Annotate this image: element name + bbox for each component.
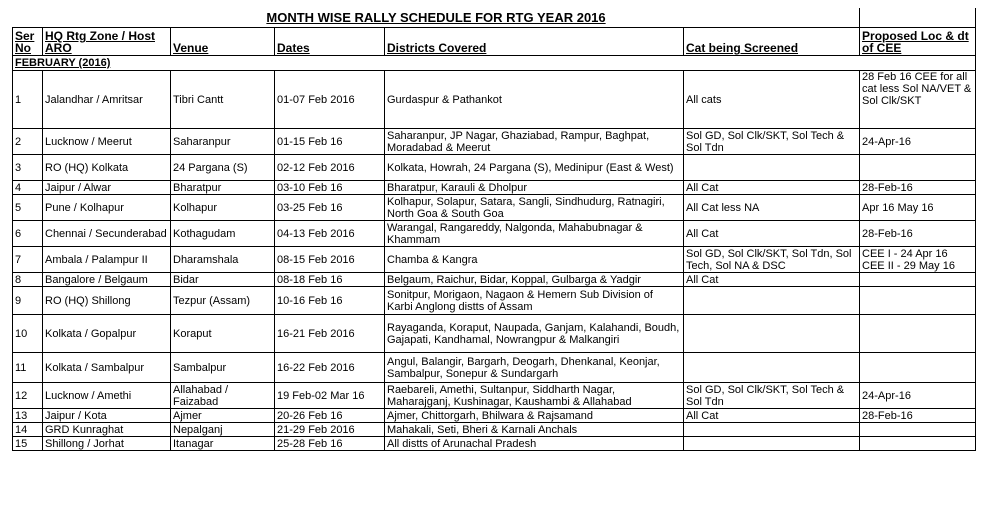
table-row (13, 409, 976, 423)
cell-dates: 16-22 Feb 2016 (275, 353, 385, 383)
title-row (13, 9, 976, 28)
cell-ser: 14 (13, 423, 43, 437)
cell-dates: 19 Feb-02 Mar 16 (275, 383, 385, 409)
cell-dates: 04-13 Feb 2016 (275, 221, 385, 247)
cell-cee (860, 423, 976, 437)
table-row (13, 437, 976, 451)
month-label: FEBRUARY (2016) (13, 56, 171, 71)
cell-cat (684, 423, 860, 437)
cell-zone: Lucknow / Amethi (43, 383, 171, 409)
cell-districts: Chamba & Kangra (385, 247, 684, 273)
cell-dates: 25-28 Feb 16 (275, 437, 385, 451)
cell-ser: 1 (13, 71, 43, 129)
header-row (13, 28, 976, 56)
cell-zone: Jaipur / Alwar (43, 181, 171, 195)
header-zone: HQ Rtg Zone / Host ARO (43, 28, 171, 56)
cell-ser: 3 (13, 155, 43, 181)
cell-ser: 6 (13, 221, 43, 247)
cell-dates: 03-25 Feb 16 (275, 195, 385, 221)
cell-cee (860, 437, 976, 451)
cell-cee (860, 155, 976, 181)
cell-dates: 03-10 Feb 16 (275, 181, 385, 195)
cell-venue: Koraput (171, 315, 275, 353)
cell-ser: 5 (13, 195, 43, 221)
cell-cee: 28-Feb-16 (860, 181, 976, 195)
cell-cee: 24-Apr-16 (860, 383, 976, 409)
cell-ser: 9 (13, 287, 43, 315)
cell-zone: Shillong / Jorhat (43, 437, 171, 451)
cell-cat: All Cat (684, 221, 860, 247)
cell-cat (684, 155, 860, 181)
cell-dates: 01-15 Feb 16 (275, 129, 385, 155)
cell-zone: Kolkata / Sambalpur (43, 353, 171, 383)
cell-cat: All cats (684, 71, 860, 129)
cell-ser: 13 (13, 409, 43, 423)
cell-districts: All distts of Arunachal Pradesh (385, 437, 684, 451)
cell-venue: 24 Pargana (S) (171, 155, 275, 181)
table-row (13, 221, 976, 247)
cell-cat: Sol GD, Sol Clk/SKT, Sol Tech & Sol Tdn (684, 383, 860, 409)
cell-venue: Bidar (171, 273, 275, 287)
cell-cat: Sol GD, Sol Clk/SKT, Sol Tdn, Sol Tech, Sol NA & DSC (684, 247, 860, 273)
cell-cee (860, 287, 976, 315)
cell-cee: CEE I - 24 Apr 16 CEE II - 29 May 16 (860, 247, 976, 273)
cell-districts: Ajmer, Chittorgarh, Bhilwara & Rajsamand (385, 409, 684, 423)
table-row (13, 181, 976, 195)
table-row (13, 315, 976, 353)
cell-dates: 16-21 Feb 2016 (275, 315, 385, 353)
cell-venue: Kolhapur (171, 195, 275, 221)
cell-districts: Belgaum, Raichur, Bidar, Koppal, Gulbarga & Yadgir (385, 273, 684, 287)
cell-ser: 2 (13, 129, 43, 155)
cell-zone: Kolkata / Gopalpur (43, 315, 171, 353)
title-blank-cell (860, 9, 976, 28)
header-dates: Dates (275, 28, 385, 56)
table-row (13, 353, 976, 383)
cell-cat: All Cat (684, 409, 860, 423)
month-row (13, 56, 976, 71)
page-title: MONTH WISE RALLY SCHEDULE FOR RTG YEAR 2016 (13, 9, 860, 28)
cell-zone: GRD Kunraghat (43, 423, 171, 437)
cell-cat (684, 353, 860, 383)
cell-zone: RO (HQ) Kolkata (43, 155, 171, 181)
table-row (13, 273, 976, 287)
cell-cat: Sol GD, Sol Clk/SKT, Sol Tech & Sol Tdn (684, 129, 860, 155)
table-row (13, 71, 976, 129)
cell-cat (684, 287, 860, 315)
cell-dates: 02-12 Feb 2016 (275, 155, 385, 181)
cell-cee: 24-Apr-16 (860, 129, 976, 155)
header-districts: Districts Covered (385, 28, 684, 56)
cell-ser: 4 (13, 181, 43, 195)
header-cat: Cat being Screened (684, 28, 860, 56)
cell-ser: 10 (13, 315, 43, 353)
cell-districts: Angul, Balangir, Bargarh, Deogarh, Dhenkanal, Keonjar, Sambalpur, Sonepur & Sundargarh (385, 353, 684, 383)
cell-venue: Sambalpur (171, 353, 275, 383)
table-row (13, 287, 976, 315)
cell-zone: Bangalore / Belgaum (43, 273, 171, 287)
cell-venue: Bharatpur (171, 181, 275, 195)
cell-venue: Kothagudam (171, 221, 275, 247)
cell-cee (860, 315, 976, 353)
table-row (13, 155, 976, 181)
table-row (13, 129, 976, 155)
cell-zone: Pune / Kolhapur (43, 195, 171, 221)
cell-districts: Gurdaspur & Pathankot (385, 71, 684, 129)
cell-zone: Jaipur / Kota (43, 409, 171, 423)
cell-ser: 7 (13, 247, 43, 273)
cell-districts: Kolkata, Howrah, 24 Pargana (S), Medinipur (East & West) (385, 155, 684, 181)
cell-venue: Allahabad / Faizabad (171, 383, 275, 409)
cell-venue: Tezpur (Assam) (171, 287, 275, 315)
cell-cat: All Cat less NA (684, 195, 860, 221)
cell-cee: 28-Feb-16 (860, 221, 976, 247)
cell-districts: Sonitpur, Morigaon, Nagaon & Hemern Sub Division of Karbi Anglong distts of Assam (385, 287, 684, 315)
cell-dates: 10-16 Feb 16 (275, 287, 385, 315)
table-row (13, 423, 976, 437)
cell-cee: 28-Feb-16 (860, 409, 976, 423)
table-row (13, 247, 976, 273)
cell-cat (684, 315, 860, 353)
cell-districts: Saharanpur, JP Nagar, Ghaziabad, Rampur, Baghpat, Moradabad & Meerut (385, 129, 684, 155)
cell-districts: Raebareli, Amethi, Sultanpur, Siddharth Nagar, Maharajganj, Kushinagar, Kaushambi & Allahabad (385, 383, 684, 409)
table-row (13, 195, 976, 221)
cell-districts: Kolhapur, Solapur, Satara, Sangli, Sindhudurg, Ratnagiri, North Goa & South Goa (385, 195, 684, 221)
cell-ser: 11 (13, 353, 43, 383)
header-venue: Venue (171, 28, 275, 56)
header-ser: Ser No (13, 28, 43, 56)
cell-cee (860, 273, 976, 287)
cell-dates: 20-26 Feb 16 (275, 409, 385, 423)
rally-schedule-table (12, 8, 976, 451)
cell-ser: 12 (13, 383, 43, 409)
cell-districts: Warangal, Rangareddy, Nalgonda, Mahabubnagar & Khammam (385, 221, 684, 247)
cell-venue: Ajmer (171, 409, 275, 423)
cell-dates: 08-18 Feb 16 (275, 273, 385, 287)
cell-zone: Jalandhar / Amritsar (43, 71, 171, 129)
cell-venue: Itanagar (171, 437, 275, 451)
cell-zone: Ambala / Palampur II (43, 247, 171, 273)
cell-zone: RO (HQ) Shillong (43, 287, 171, 315)
cell-venue: Tibri Cantt (171, 71, 275, 129)
rally-schedule-sheet (12, 8, 975, 451)
cell-zone: Lucknow / Meerut (43, 129, 171, 155)
cell-ser: 15 (13, 437, 43, 451)
cell-ser: 8 (13, 273, 43, 287)
cell-zone: Chennai / Secunderabad (43, 221, 171, 247)
cell-dates: 08-15 Feb 2016 (275, 247, 385, 273)
cell-cat: All Cat (684, 181, 860, 195)
cell-cat: All Cat (684, 273, 860, 287)
header-cee: Proposed Loc & dt of CEE (860, 28, 976, 56)
cell-venue: Nepalganj (171, 423, 275, 437)
schedule-rows (13, 71, 976, 451)
cell-dates: 21-29 Feb 2016 (275, 423, 385, 437)
cell-cee (860, 353, 976, 383)
table-row (13, 383, 976, 409)
cell-cat (684, 437, 860, 451)
cell-venue: Saharanpur (171, 129, 275, 155)
cell-cee: 28 Feb 16 CEE for all cat less Sol NA/VET & Sol Clk/SKT (860, 71, 976, 129)
cell-districts: Bharatpur, Karauli & Dholpur (385, 181, 684, 195)
cell-dates: 01-07 Feb 2016 (275, 71, 385, 129)
cell-venue: Dharamshala (171, 247, 275, 273)
cell-cee: Apr 16 May 16 (860, 195, 976, 221)
cell-districts: Mahakali, Seti, Bheri & Karnali Anchals (385, 423, 684, 437)
cell-districts: Rayaganda, Koraput, Naupada, Ganjam, Kalahandi, Boudh, Gajapati, Kandhamal, Nowrangpur & Malkangiri (385, 315, 684, 353)
month-blank (171, 56, 976, 71)
